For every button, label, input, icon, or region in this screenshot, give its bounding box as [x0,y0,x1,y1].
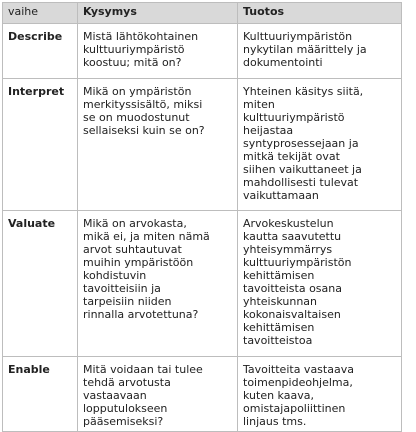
output-cell [238,79,402,211]
phase-label: Enable [8,363,50,376]
question-cell [78,24,238,79]
header-row [3,3,402,24]
phase-cell [3,211,78,357]
question-text: Mikä on ympäristön merkityssisältö, miksi se on muodostunut sellaiseksi kuin se on? [83,85,205,137]
output-text: Tavoitteita vastaava toimenpideohjelma, kuten kaava, omistajapoliittinen linjaus tms. [243,363,354,428]
header-question: Kysymys [78,3,238,24]
output-cell [238,211,402,357]
output-text: Arvokeskustelun kautta saavutettu yhteisymmärrys kulttuuriympäristön kehittämisen tavoitteista osana yhteiskunnan kokonaisvaltaisen kehittämisen tavoitteistoa [243,217,352,347]
phase-table [2,2,402,432]
output-cell [238,357,402,432]
header-output: Tuotos [238,3,402,24]
output-text: Yhteinen käsitys siitä, miten kulttuuriympäristö heijastaa syntyprosessejaan ja mitkä tekijät ovat siihen vaikuttaneet ja mahdollisesti tulevat vaikuttamaan [243,85,364,202]
table-header [3,3,402,24]
phase-cell [3,24,78,79]
phase-cell [3,79,78,211]
table-row [3,24,402,79]
question-text: Mistä lähtökohtainen kulttuuriympäristö koostuu; mitä on? [83,30,199,69]
table-body [3,24,402,432]
table-row [3,211,402,357]
output-text: Kulttuuriympäristön nykytilan määrittely ja dokumentointi [243,30,367,69]
output-cell [238,24,402,79]
phase-cell [3,357,78,432]
header-phase: vaihe [3,3,78,24]
question-cell [78,357,238,432]
table-row [3,357,402,432]
phase-label: Describe [8,30,63,43]
phase-label: Interpret [8,85,65,98]
table-row [3,79,402,211]
question-text: Mitä voidaan tai tulee tehdä arvotusta vastaavaan lopputulokseen pääsemiseksi? [83,363,203,428]
phase-label: Valuate [8,217,56,230]
question-text: Mikä on arvokasta, mikä ei, ja miten nämä arvot suhtautuvat muihin ympäristöön kohdistuvin tavoitteisiin ja tarpeisiin niiden rinnalla arvotettuna? [83,217,210,321]
question-cell [78,79,238,211]
question-cell [78,211,238,357]
